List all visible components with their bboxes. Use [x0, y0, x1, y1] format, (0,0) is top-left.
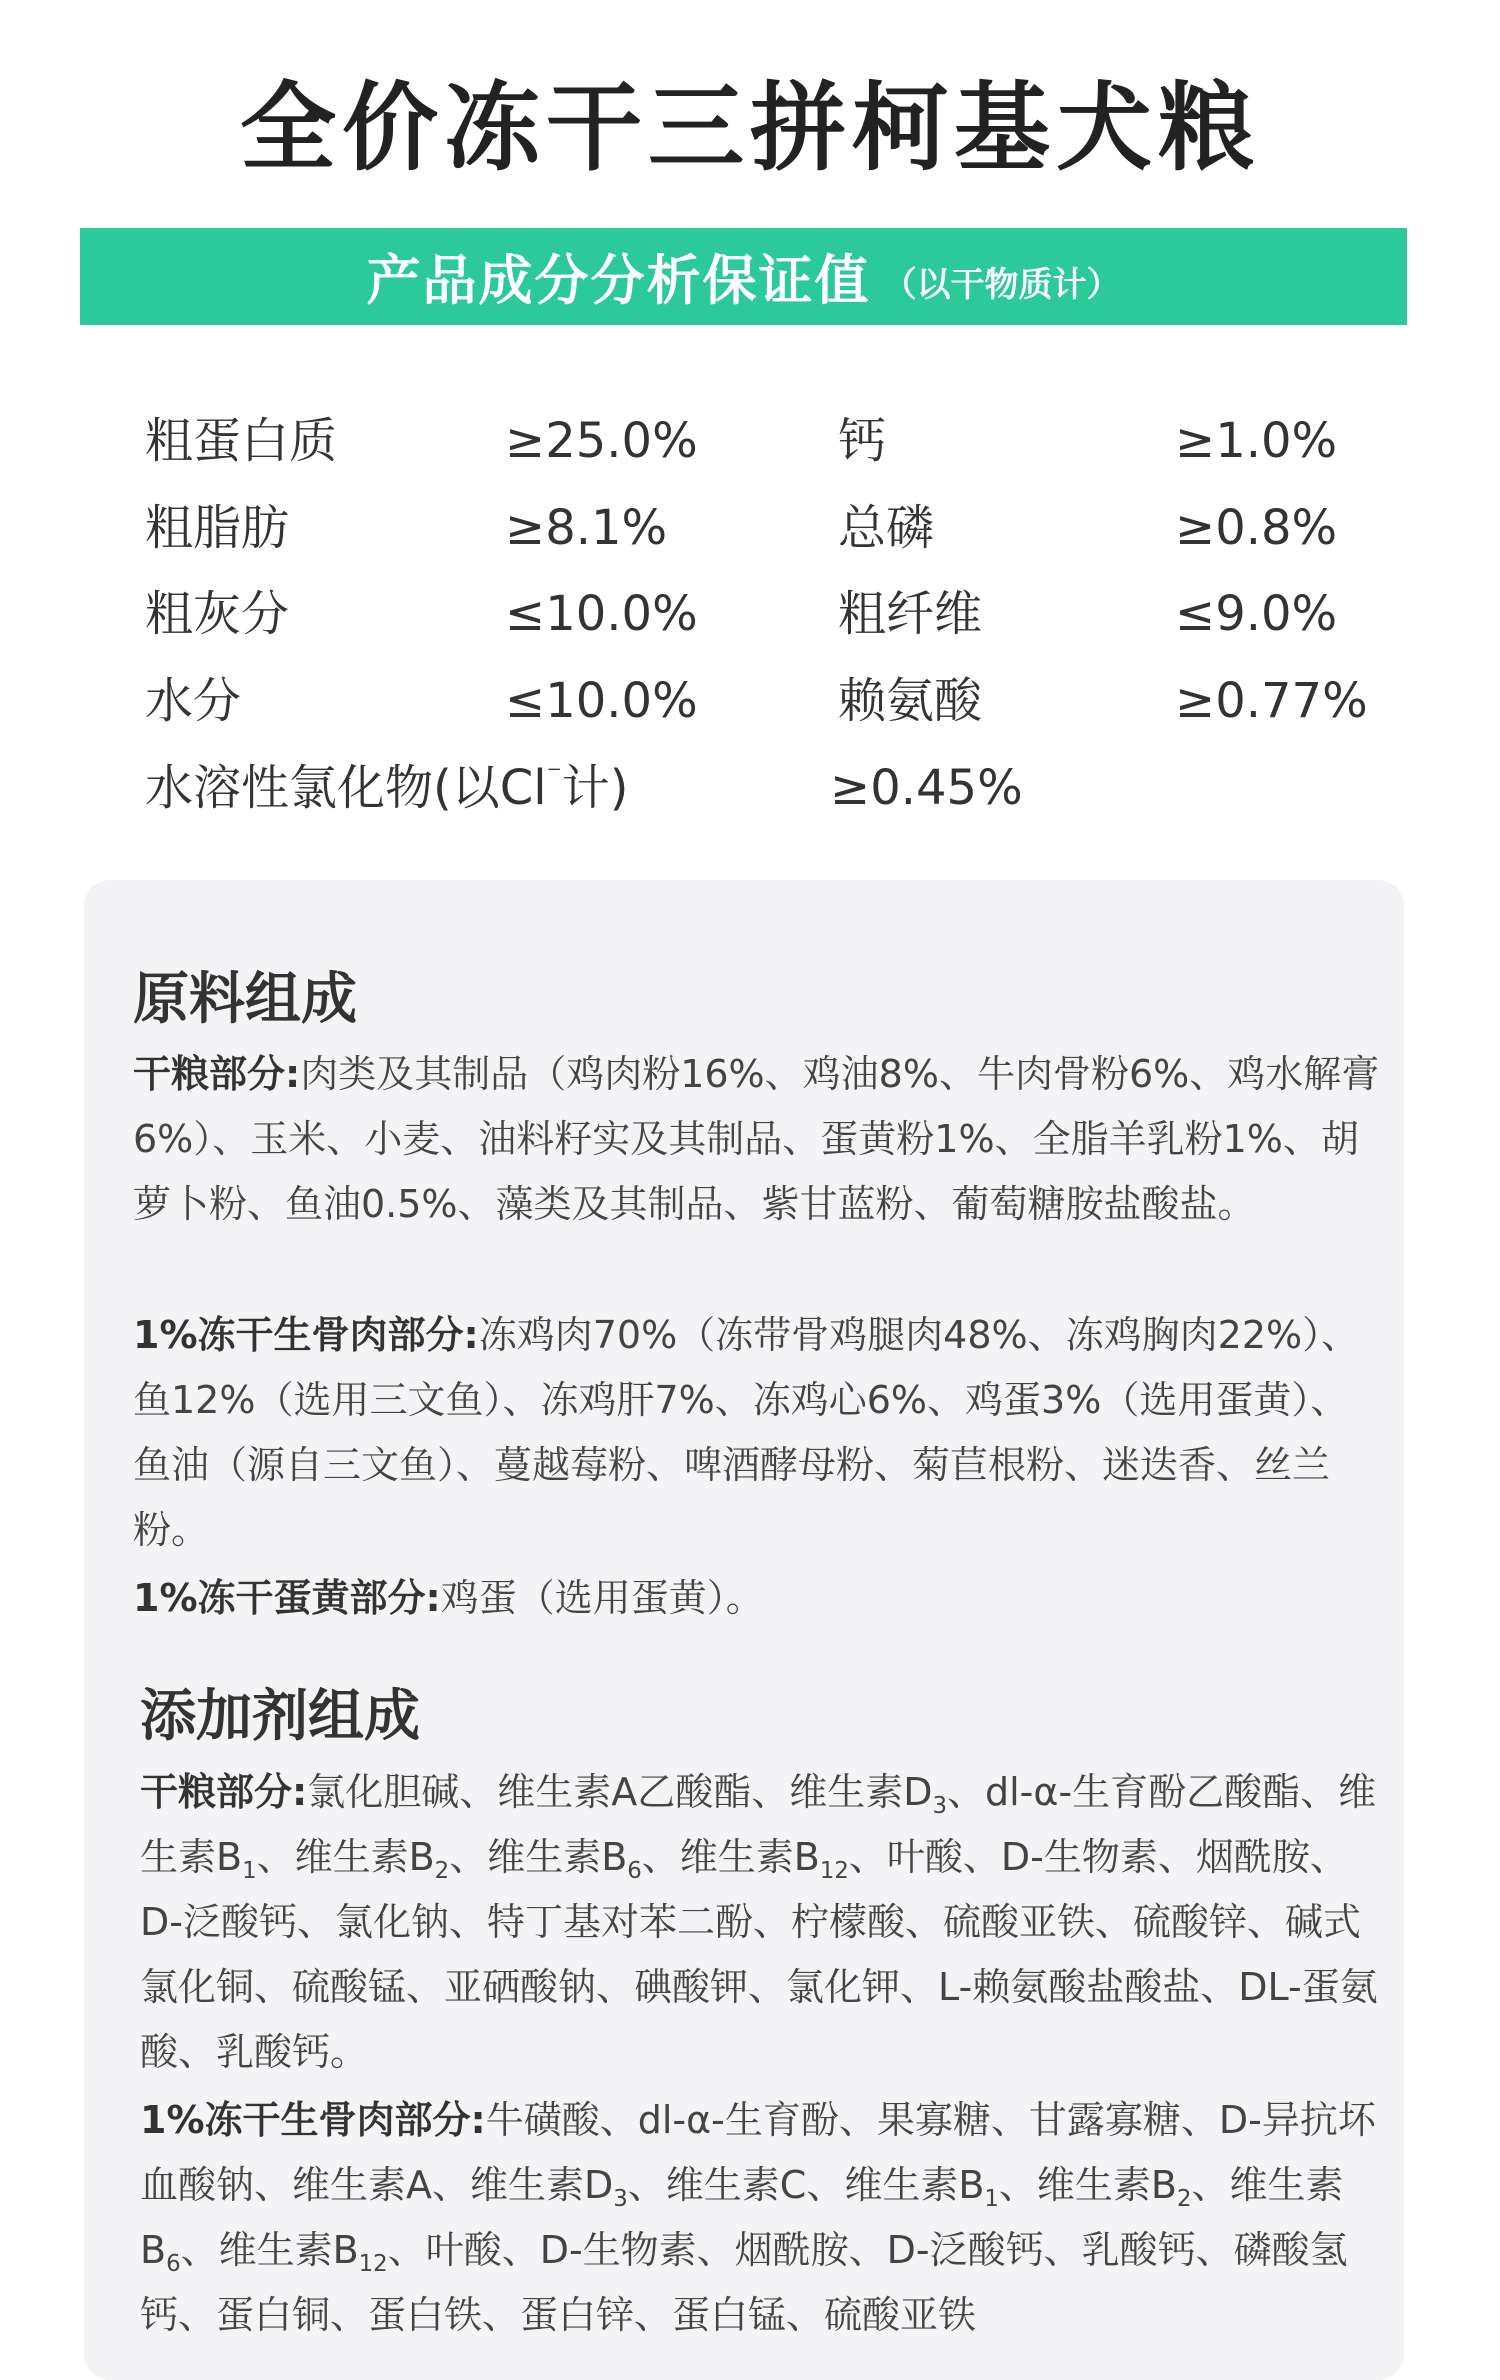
nutrient-name: 总磷	[838, 500, 935, 556]
additives-freeze-meat: 1%冻干生骨肉部分:牛磺酸、dl-α-生育酚、果寡糖、甘露寡糖、D-异抗坏血酸钠、维生素A、维生素$D_3$、维生素C、维生素$B_1$、维生素$B_2$、维生素$B_6$、维生素$B_{12}$、叶酸、D-生物素、烟酰胺、D-泛酸钙、乳酸钙、磷酸氢钙、蛋白铜、蛋白铁、蛋白锌、蛋白锰、硫酸亚铁	[140, 2098, 1376, 2337]
nutrient-name: 赖氨酸	[838, 673, 983, 729]
ingredients-dry-label: 干粮部分:	[133, 1052, 301, 1096]
additives-heading: 添加剂组成	[140, 1684, 420, 1749]
nutrient-name: 粗灰分	[145, 586, 290, 642]
ingredients-heading: 原料组成	[133, 967, 357, 1032]
additives-dry-label: 干粮部分:	[140, 1770, 308, 1814]
analysis-banner	[80, 228, 1407, 325]
nutrient-name: 水溶性氯化物(以Cl⁻计)	[145, 756, 629, 816]
nutrient-value: ≥8.1%	[505, 500, 668, 556]
ingredients-dry: 干粮部分:肉类及其制品（鸡肉粉16%、鸡油8%、牛肉骨粉6%、鸡水解膏6%）、玉米、小麦、油料籽实及其制品、蛋黄粉1%、全脂羊乳粉1%、胡萝卜粉、鱼油0.5%、藻类及其制品、紫甘蓝粉、葡萄糖胺盐酸盐。	[133, 1052, 1380, 1226]
nutrient-name: 水分	[145, 673, 242, 729]
nutrient-value: ≥0.77%	[1175, 673, 1368, 729]
nutrient-value: ≥1.0%	[1175, 413, 1338, 469]
nutrient-value: ≥25.0%	[505, 413, 698, 469]
banner-title: 产品成分分析保证值	[366, 249, 871, 312]
nutrient-value: ≤9.0%	[1175, 586, 1338, 642]
nutrient-value: ≥0.8%	[1175, 500, 1338, 556]
banner-subtitle: （以干物质计）	[882, 265, 1121, 305]
ingredients-freeze-yolk: 1%冻干蛋黄部分:鸡蛋（选用蛋黄）。	[133, 1576, 764, 1620]
nutrient-name: 粗脂肪	[145, 500, 290, 556]
ingredients-freeze-yolk-label: 1%冻干蛋黄部分:	[133, 1576, 441, 1620]
nutrient-value: ≥0.45%	[830, 760, 1023, 816]
additives-dry: 干粮部分:氯化胆碱、维生素A乙酸酯、维生素$D_3$、dl-α-生育酚乙酸酯、维生素$B_1$、维生素$B_2$、维生素$B_6$、维生素$B_{12}$、叶酸、D-生物素、烟酰胺、D-泛酸钙、氯化钠、特丁基对苯二酚、柠檬酸、硫酸亚铁、硫酸锌、碱式氯化铜、硫酸锰、亚硒酸钠、碘酸钾、氯化钾、L-赖氨酸盐酸盐、DL-蛋氨酸、乳酸钙。	[140, 1770, 1378, 2074]
page-title: 全价冻干三拼柯基犬粮	[240, 72, 1260, 184]
ingredients-freeze-meat-label: 1%冻干生骨肉部分:	[133, 1313, 479, 1357]
ingredients-freeze-meat: 1%冻干生骨肉部分:冻鸡肉70%（冻带骨鸡腿肉48%、冻鸡胸肉22%）、鱼12%（选用三文鱼）、冻鸡肝7%、冻鸡心6%、鸡蛋3%（选用蛋黄）、鱼油（源自三文鱼）、蔓越莓粉、啤酒酵母粉、菊苣根粉、迷迭香、丝兰粉。	[133, 1313, 1360, 1552]
nutrient-name: 粗纤维	[838, 586, 983, 642]
nutrient-value: ≤10.0%	[505, 673, 698, 729]
nutrient-name: 粗蛋白质	[145, 413, 338, 469]
nutrient-value: ≤10.0%	[505, 586, 698, 642]
additives-freeze-meat-label: 1%冻干生骨肉部分:	[140, 2098, 486, 2142]
nutrient-name: 钙	[838, 413, 887, 469]
